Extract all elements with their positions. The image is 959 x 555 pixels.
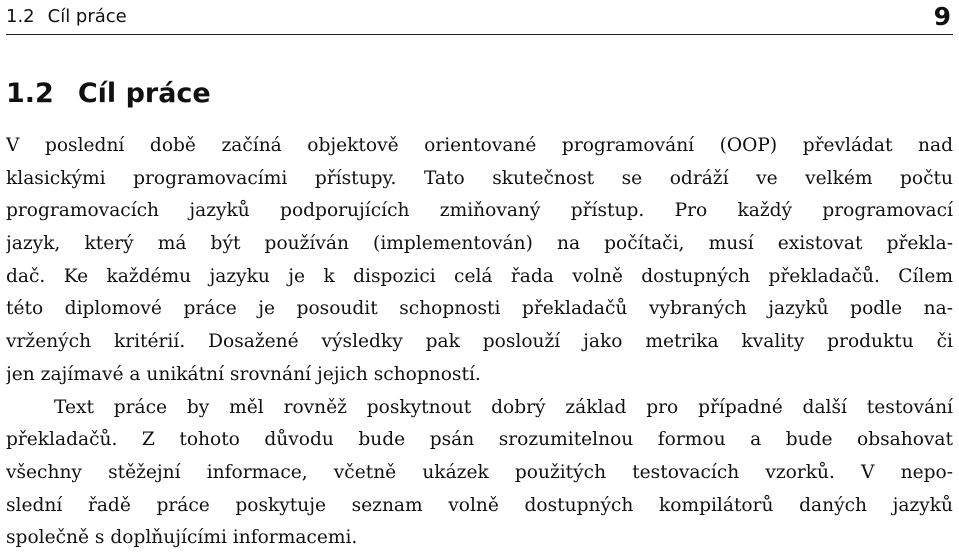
section-number: 1.2 <box>6 78 54 109</box>
body-text <box>6 130 953 555</box>
header-rule <box>6 34 953 35</box>
running-header-section-number: 1.2 <box>6 6 35 27</box>
text-line: všechny stěžejní informace, včetně ukázek použitých testovacích vzorků. V nepo- <box>6 461 953 483</box>
section-title: Cíl práce <box>77 78 211 109</box>
text-line: Text práce by měl rovněž poskytnout dobrý základ pro případné další testování <box>54 396 953 418</box>
section-heading <box>6 78 211 109</box>
text-line: této diplomové práce je posoudit schopnosti překladačů vybraných jazyků podle na- <box>6 298 953 320</box>
page-number: 9 <box>933 2 951 31</box>
paragraph-2 <box>6 392 953 555</box>
text-line: programovacích jazyků podporujících zmiňovaný přístup. Pro každý programovací <box>6 200 953 222</box>
text-line: slední řadě práce poskytuje seznam volně dostupných kompilátorů daných jazyků <box>6 494 953 516</box>
text-line: klasickými programovacími přístupy. Tato skutečnost se odráží ve velkém počtu <box>6 167 953 189</box>
text-line: jazyk, který má být používán (implementován) na počítači, musí existovat překla- <box>6 233 953 255</box>
text-line: vržených kritérií. Dosažené výsledky pak poslouží jako metrika kvality produktu či <box>6 331 953 353</box>
text-line: společně s doplňujícími informacemi. <box>6 527 358 549</box>
running-header-section <box>6 6 127 27</box>
text-line: V poslední době začíná objektově orientované programování (OOP) převládat nad <box>6 135 953 156</box>
running-header <box>6 2 953 32</box>
paragraph-1 <box>6 130 953 392</box>
text-line: překladačů. Z tohoto důvodu bude psán srozumitelnou formou a bude obsahovat <box>6 429 953 451</box>
text-line: dač. Ke každému jazyku je k dispozici celá řada volně dostupných překladačů. Cílem <box>6 265 953 287</box>
running-header-section-title: Cíl práce <box>47 6 127 27</box>
text-line: jen zajímavé a unikátní srovnání jejich schopností. <box>6 363 481 385</box>
